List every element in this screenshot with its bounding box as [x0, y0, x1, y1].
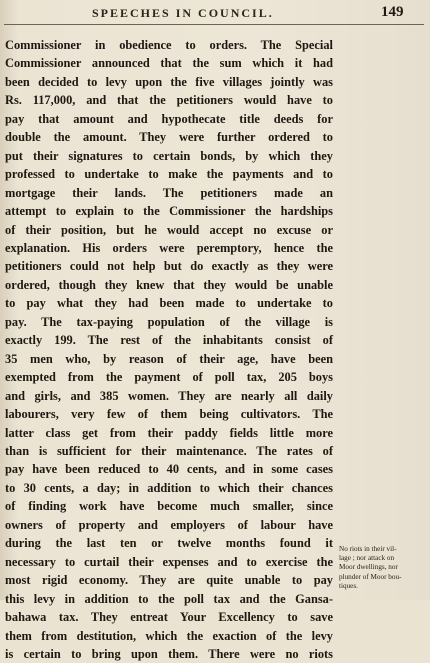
page-header: [0, 3, 430, 25]
text-line: professed to undertake to make the payments and to: [5, 167, 333, 182]
running-head: SPEECHES IN COUNCIL.: [92, 6, 274, 20]
text-line: than is sufficient for their maintenance. The rates of: [5, 443, 333, 458]
text-line: mortgage their lands. The petitioners made an: [5, 185, 333, 200]
text-line: during the last ten or twelve months found it: [5, 536, 333, 551]
text-line: petitioners could not help but do exactly as they were: [5, 259, 333, 274]
text-line: is certain to bring upon them. There were no riots: [5, 646, 333, 661]
text-line: Rs. 117,000, and that the petitioners would have to: [5, 93, 333, 108]
text-line: and girls, and 385 women. They are nearly all daily: [5, 388, 333, 403]
text-line: been decided to levy upon the five villages jointly was: [5, 74, 333, 89]
text-line: most rigid economy. They are quite unable to pay: [5, 573, 333, 588]
text-line: bahawa tax. They entreat Your Excellency to save: [5, 610, 333, 625]
margin-note-line: Moor dwellings, nor: [339, 563, 398, 572]
text-line: owners of property and employers of labour have: [5, 517, 333, 532]
text-line: pay that amount and hypothecate title deeds for: [5, 111, 333, 126]
text-line: 35 men who, by reason of their age, have been: [5, 351, 333, 366]
text-line: Commissioner announced that the sum which it had: [5, 56, 333, 71]
text-line: to 30 cents, a day; in addition to which their chances: [5, 480, 333, 495]
text-line: explanation. His orders were peremptory, hence the: [5, 240, 333, 255]
margin-note-line: plunder of Moor bou-: [339, 572, 402, 581]
text-line: to pay what they had been made to undertake to: [5, 296, 333, 311]
text-line: double the amount. They were further ordered to: [5, 130, 333, 145]
text-line: labourers, very few of them being cultivators. The: [5, 407, 333, 422]
text-line: ordered, though they knew that they would be unable: [5, 277, 333, 292]
header-rule: [4, 24, 424, 25]
text-line: attempt to explain to the Commissioner the hardships: [5, 204, 333, 219]
text-line: of their position, but he would accept no excuse or: [5, 222, 333, 237]
margin-note: [339, 545, 429, 591]
text-line: them from destitution, which the exaction of the levy: [5, 628, 333, 643]
text-line: Commissioner in obedience to orders. The Special: [5, 38, 333, 52]
margin-note-line: tiques.: [339, 581, 358, 590]
text-line: latter class get from their paddy fields little more: [5, 425, 333, 440]
text-line: exactly 199. The rest of the inhabitants consist of: [5, 333, 333, 348]
margin-note-line: lage ; nor attack on: [339, 554, 395, 563]
body-text: [5, 36, 333, 663]
text-line: pay. The tax-paying population of the village is: [5, 314, 333, 329]
text-line: this levy in addition to the poll tax and the Gansa-: [5, 591, 333, 606]
page-number: 149: [381, 4, 404, 20]
text-line: of finding work have become much smaller, since: [5, 499, 333, 514]
text-line: exempted from the payment of poll tax, 205 boys: [5, 370, 333, 385]
text-line: pay have been reduced to 40 cents, and in some cases: [5, 462, 333, 477]
text-line: necessary to curtail their expenses and to exercise the: [5, 554, 333, 569]
margin-note-line: No riots in their vil-: [339, 545, 397, 553]
text-line: put their signatures to certain bonds, by which they: [5, 148, 333, 163]
